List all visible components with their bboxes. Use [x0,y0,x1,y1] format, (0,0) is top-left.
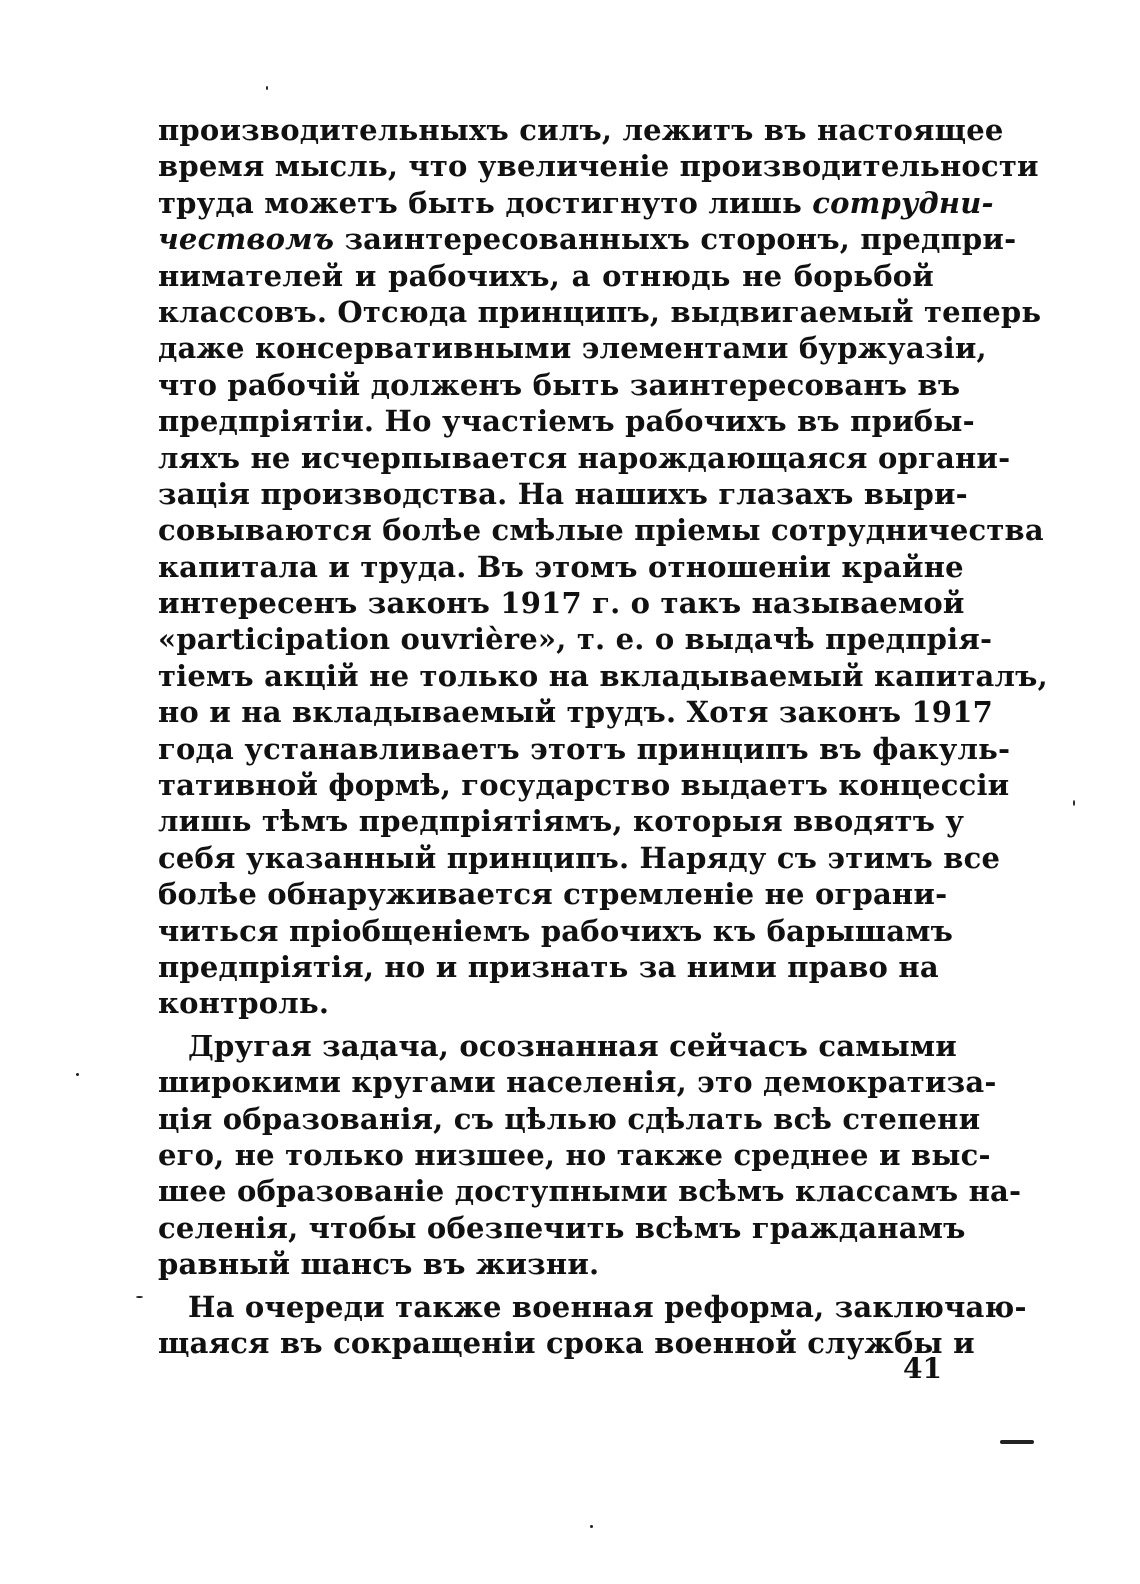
body-text [158,112,1048,1361]
italic-fragment: сотрудни- [812,185,994,220]
text-line: время мысль, что увеличеніе производительности [158,149,1039,184]
text-line: широкими кругами населенія, это демократиза- [158,1065,997,1100]
text-line: капитала и труда. Въ этомъ отношеніи крайне [158,549,964,584]
text-line: тіемъ акцій не только на вкладываемый капиталъ, [158,658,1048,693]
text-line: предпріятія, но и признать за ними право на [158,949,939,984]
text-line: что рабочій долженъ быть заинтересованъ въ [158,367,961,402]
scan-speck [136,1296,143,1298]
paragraph-2 [158,1028,1022,1283]
scan-speck [1000,1440,1034,1444]
text-line: шее образованіе доступными всѣмъ классамъ на- [158,1174,1022,1209]
text-line: себя указанный принципъ. Наряду съ этимъ все [158,840,1001,875]
text-line [158,221,1017,257]
text-line: совываются болѣе смѣлые пріемы сотрудничества [158,513,1044,548]
text-line: селенія, чтобы обезпечить всѣмъ гражданамъ [158,1210,966,1245]
text-fragment: труда можетъ быть достигнуто лишь [158,185,813,220]
text-line: контроль. [158,986,330,1021]
italic-fragment: чествомъ [158,222,335,257]
scan-speck [76,1073,79,1076]
text-line: тативной формѣ, государство выдаетъ концессіи [158,768,1010,803]
text-line: классовъ. Отсюда принципъ, выдвигаемый теперь [158,294,1042,329]
text-line: ція образованія, съ цѣлью сдѣлать всѣ степени [158,1101,981,1136]
paragraph-1 [158,112,1048,1022]
text-line: зація производства. На нашихъ глазахъ выри- [158,476,968,511]
scan-speck [1073,800,1075,806]
text-line: нимателей и рабочихъ, а отнюдь не борьбой [158,258,934,293]
text-line: производительныхъ силъ, лежитъ въ настоящее [158,113,1004,147]
text-line: «participation ouvrière», т. е. о выдачѣ предпрія- [158,622,993,657]
scan-speck [590,1525,593,1528]
text-line: лишь тѣмъ предпріятіямъ, которыя вводятъ у [158,804,965,839]
paragraph-3 [158,1289,1027,1362]
text-line: предпріятіи. Но участіемъ рабочихъ въ прибы- [158,404,975,439]
text-line: Другая задача, осознанная сейчасъ самыми [188,1028,958,1063]
text-line: болѣе обнаруживается стремленіе не ограни- [158,877,948,912]
text-line: ляхъ не исчерпывается нарождающаяся органи- [158,440,1011,475]
text-line: его, не только низшее, но также среднее и выс- [158,1137,991,1172]
text-line [158,185,994,221]
text-line: года устанавливаетъ этотъ принципъ въ факуль- [158,731,1011,766]
page-number: 41 [903,1352,942,1385]
text-line: щаяся въ сокращеніи срока военной службы и [158,1325,975,1360]
text-line: равный шансъ въ жизни. [158,1247,600,1282]
text-line: На очереди также военная реформа, заключаю- [188,1289,1027,1324]
text-line: даже консервативными элементами буржуазіи, [158,331,987,366]
text-line: интересенъ законъ 1917 г. о такъ называемой [158,586,965,621]
text-line: но и на вкладываемый трудъ. Хотя законъ 1917 [158,695,993,730]
scan-speck [266,86,268,90]
text-fragment: заинтересованныхъ сторонъ, предпри- [334,222,1017,257]
text-line: читься пріобщеніемъ рабочихъ къ барышамъ [158,913,954,948]
